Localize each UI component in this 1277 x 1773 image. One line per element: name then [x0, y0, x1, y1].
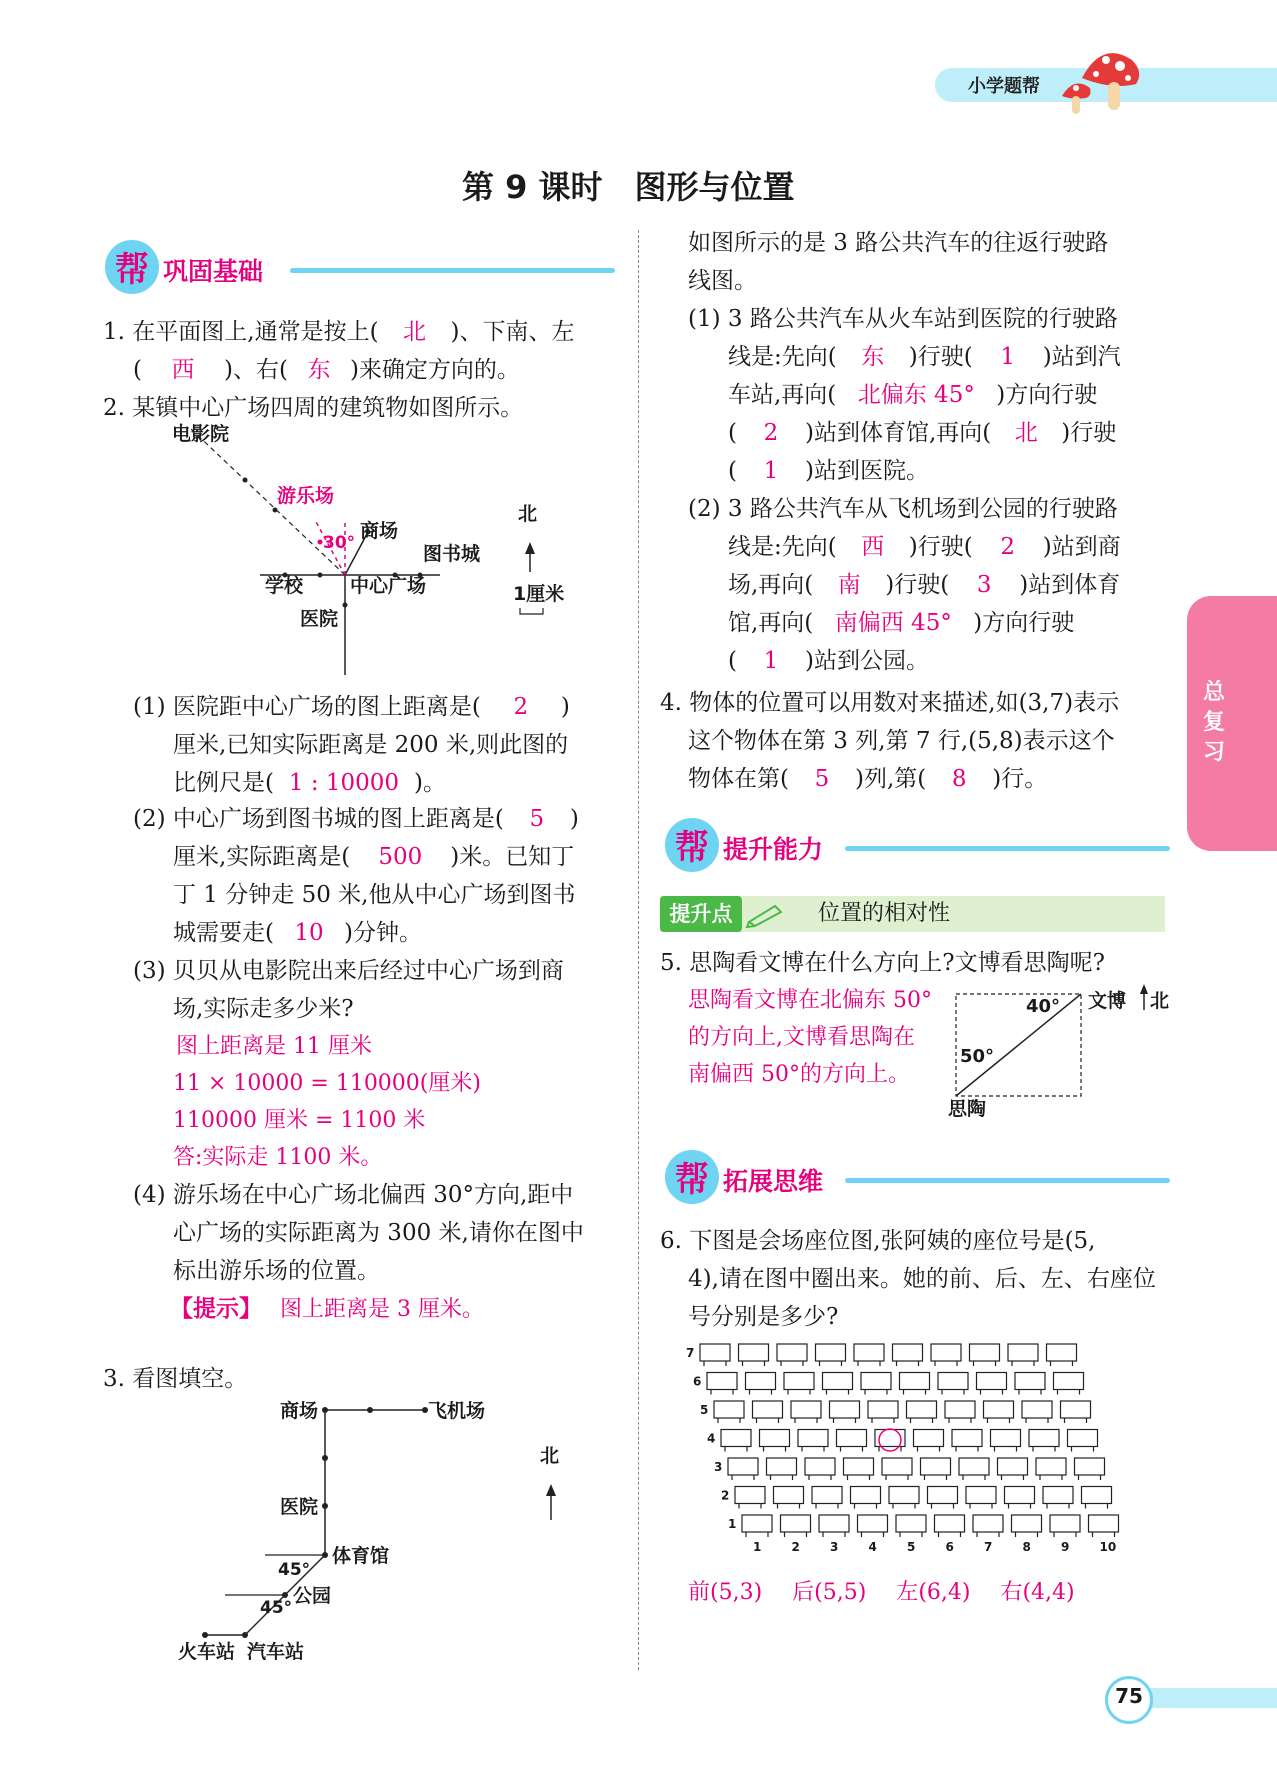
seat[interactable]: [753, 1401, 783, 1418]
seat-leg: [732, 1475, 754, 1480]
q3-intro-l2: 线图。: [688, 268, 757, 294]
column-label: 3: [830, 1540, 839, 1554]
q2-p1-l1: (1) 医院距中心广场的图上距离是( 2 ): [133, 694, 570, 720]
q6-l2: 4),请在图中圈出来。她的前、后、左、右座位: [688, 1266, 1156, 1292]
seat[interactable]: [977, 1373, 1007, 1390]
q3-label-gym: 体育馆: [332, 1545, 390, 1567]
section-expand: 帮 拓展思维: [665, 1150, 1170, 1200]
q2-p4-l3: 标出游乐场的位置。: [173, 1258, 380, 1284]
seat-leg: [977, 1532, 999, 1537]
row-label: 4: [707, 1431, 716, 1446]
seat-leg: [942, 1390, 964, 1395]
q3-label-mall: 商场: [280, 1400, 319, 1422]
q2-p3-work4: 答:实际走 1100 米。: [173, 1145, 383, 1170]
column-label: 1: [753, 1540, 762, 1554]
page-number: 75: [1115, 1684, 1143, 1708]
seat-leg: [1019, 1390, 1041, 1395]
north-arrow-icon: [525, 542, 535, 554]
seat[interactable]: [851, 1487, 881, 1504]
q3-north: 北: [540, 1445, 560, 1467]
q3-map: [170, 1390, 610, 1660]
map-label-center: 中心广场: [350, 575, 427, 597]
map-label-park: 游乐场: [277, 485, 335, 507]
map-label-cinema: 电影院: [172, 423, 230, 445]
map-north: 北: [518, 503, 538, 525]
seat[interactable]: [700, 1344, 730, 1361]
q5-diagram: [948, 982, 1173, 1117]
seat-leg: [1040, 1475, 1062, 1480]
seat-leg: [893, 1504, 915, 1509]
map-label-books: 图书城: [423, 543, 481, 565]
pencil-icon: [745, 900, 787, 928]
q5-angle-2: 50°: [960, 1046, 995, 1067]
q2-p2-l2: 厘米,实际距离是( 500 )米。已知丁: [173, 844, 575, 870]
page-title: 第 9 课时 图形与位置: [462, 168, 795, 206]
seat-leg: [848, 1475, 870, 1480]
seat-leg: [1002, 1475, 1024, 1480]
seat-leg: [911, 1418, 933, 1423]
q5-work1: 思陶看文博在北偏东 50°: [688, 988, 932, 1013]
seat-leg: [816, 1504, 838, 1509]
seat-leg: [1054, 1532, 1076, 1537]
seat-leg: [963, 1475, 985, 1480]
seat[interactable]: [959, 1458, 989, 1475]
seat-leg: [841, 1447, 863, 1452]
seat[interactable]: [1043, 1487, 1073, 1504]
seat-leg: [802, 1447, 824, 1452]
seat-leg: [788, 1390, 810, 1395]
seat[interactable]: [868, 1401, 898, 1418]
column-label: 8: [1022, 1540, 1031, 1554]
scale-bar: [520, 608, 543, 614]
q2-p1-l2: 厘米,已知实际距离是 200 米,则此图的: [173, 732, 569, 758]
seat-leg: [739, 1504, 761, 1509]
seat[interactable]: [1036, 1458, 1066, 1475]
seat[interactable]: [1068, 1430, 1098, 1447]
map-angle: 30°: [323, 533, 356, 553]
seat-leg: [995, 1447, 1017, 1452]
map-label-hospital: 医院: [300, 608, 339, 630]
seat[interactable]: [805, 1458, 835, 1475]
seat[interactable]: [991, 1430, 1021, 1447]
seat[interactable]: [945, 1401, 975, 1418]
seat-leg: [704, 1361, 726, 1366]
seat[interactable]: [777, 1344, 807, 1361]
map-label-mall: 商场: [360, 520, 399, 542]
q3-p1-l5: ( 1 )站到医院。: [728, 458, 929, 484]
seat[interactable]: [1050, 1515, 1080, 1532]
column-label: 10: [1099, 1540, 1117, 1554]
seat[interactable]: [812, 1487, 842, 1504]
row-label: 7: [686, 1346, 695, 1360]
seat[interactable]: [914, 1430, 944, 1447]
q3-p1-l3: 车站,再向( 北偏东 45° )方向行驶: [728, 382, 1098, 408]
q3-p1-l4: ( 2 )站到体育馆,再向( 北 )行驶: [728, 420, 1117, 446]
seat[interactable]: [1015, 1373, 1045, 1390]
seat-leg: [974, 1361, 996, 1366]
seat[interactable]: [721, 1430, 751, 1447]
seat-leg: [1009, 1504, 1031, 1509]
seat[interactable]: [739, 1344, 769, 1361]
seat[interactable]: [798, 1430, 828, 1447]
seat[interactable]: [774, 1487, 804, 1504]
q5-work2: 的方向上,文博看思陶在: [688, 1025, 915, 1050]
seat-leg: [725, 1447, 747, 1452]
seat-leg: [820, 1361, 842, 1366]
q3-p2-l4: 馆,再向( 南偏西 45° )方向行驶: [728, 610, 1075, 636]
seat-leg: [1016, 1532, 1038, 1537]
seat-leg: [781, 1361, 803, 1366]
seat-leg: [925, 1475, 947, 1480]
seat[interactable]: [767, 1458, 797, 1475]
footer-band: [1140, 1688, 1277, 1708]
seat[interactable]: [973, 1515, 1003, 1532]
seat[interactable]: [1061, 1401, 1091, 1418]
seat-leg: [935, 1361, 957, 1366]
seat[interactable]: [1012, 1515, 1042, 1532]
side-tab: [1187, 596, 1277, 851]
answer-left: 左(6,4): [896, 1580, 971, 1605]
seat[interactable]: [760, 1430, 790, 1447]
seat[interactable]: [861, 1373, 891, 1390]
q3-north-arrow-icon: [546, 1484, 556, 1496]
seat[interactable]: [1054, 1373, 1084, 1390]
seat-leg: [795, 1418, 817, 1423]
q3-p1-l2: 线是:先向( 东 )行驶( 1 )站到汽: [728, 344, 1121, 370]
seat-leg: [778, 1504, 800, 1509]
seat-leg: [827, 1390, 849, 1395]
seat[interactable]: [707, 1373, 737, 1390]
seat[interactable]: [935, 1515, 965, 1532]
map-label-school: 学校: [265, 575, 304, 597]
seat-leg: [970, 1504, 992, 1509]
q2-p4-l1: (4) 游乐场在中心广场北偏西 30°方向,距中: [133, 1182, 574, 1208]
seat[interactable]: [1047, 1344, 1077, 1361]
q3-label-airport: 飞机场: [428, 1400, 486, 1422]
seat[interactable]: [984, 1401, 1014, 1418]
seat[interactable]: [970, 1344, 1000, 1361]
seat[interactable]: [837, 1430, 867, 1447]
seat[interactable]: [998, 1458, 1028, 1475]
q3-stem: 3. 看图填空。: [103, 1366, 248, 1392]
seat[interactable]: [938, 1373, 968, 1390]
q2-p3-work3: 110000 厘米 = 1100 米: [173, 1108, 426, 1133]
seat[interactable]: [882, 1458, 912, 1475]
seat-leg: [1079, 1475, 1101, 1480]
seat[interactable]: [889, 1487, 919, 1504]
seat-leg: [918, 1447, 940, 1452]
seat-leg: [988, 1418, 1010, 1423]
q6-l3: 号分别是多少?: [688, 1304, 839, 1330]
seat[interactable]: [907, 1401, 937, 1418]
seat-leg: [949, 1418, 971, 1423]
seat-leg: [886, 1475, 908, 1480]
q1-line1: 1. 在平面图上,通常是按上( 北 )、下南、左: [103, 319, 575, 345]
seat-leg: [1072, 1447, 1094, 1452]
q4-l2: 这个物体在第 3 列,第 7 行,(5,8)表示这个: [688, 728, 1115, 754]
q3-label-train: 火车站: [178, 1641, 236, 1660]
tisheng-tag: 提升点: [660, 896, 742, 932]
seat[interactable]: [931, 1344, 961, 1361]
seat[interactable]: [1008, 1344, 1038, 1361]
q3-angle-2: 45°: [260, 1598, 293, 1618]
seat[interactable]: [742, 1515, 772, 1532]
brand-label: 小学题帮: [968, 76, 1040, 97]
seat-leg: [809, 1475, 831, 1480]
seat-leg: [711, 1390, 733, 1395]
row-label: 3: [714, 1460, 723, 1474]
seat-leg: [956, 1447, 978, 1452]
answer-right: 右(4,4): [1000, 1580, 1075, 1605]
column-label: 7: [984, 1540, 993, 1554]
seat[interactable]: [928, 1487, 958, 1504]
seat[interactable]: [1075, 1458, 1105, 1475]
seat-leg: [865, 1390, 887, 1395]
seat-leg: [1093, 1532, 1115, 1537]
column-label: 6: [945, 1540, 954, 1554]
seat-leg: [718, 1418, 740, 1423]
seat-chart: [680, 1338, 1160, 1570]
q5-angle-1: 40°: [1026, 996, 1061, 1017]
seat[interactable]: [1029, 1430, 1059, 1447]
seat-leg: [855, 1504, 877, 1509]
row-label: 5: [700, 1403, 709, 1417]
seat-leg: [771, 1475, 793, 1480]
seat[interactable]: [1005, 1487, 1035, 1504]
seat[interactable]: [854, 1344, 884, 1361]
seat-leg: [904, 1390, 926, 1395]
q2-p4-hint: 【提示】 图上距离是 3 厘米。: [170, 1296, 484, 1322]
seat-leg: [981, 1390, 1003, 1395]
seat-leg: [743, 1361, 765, 1366]
q1-line2: ( 西 )、右( 东 )来确定方向的。: [133, 357, 520, 383]
seat[interactable]: [921, 1458, 951, 1475]
q5-north: 北: [1150, 990, 1170, 1012]
q3-p2-l3: 场,再向( 南 )行驶( 3 )站到体育: [728, 572, 1121, 598]
q2-p3-work2: 11 × 10000 = 110000(厘米): [173, 1071, 481, 1096]
seat-leg: [1012, 1361, 1034, 1366]
q2-p1-l3: 比例尺是( 1 : 10000 )。: [173, 770, 446, 796]
q5-stem: 5. 思陶看文博在什么方向上?文博看思陶呢?: [660, 950, 1105, 976]
seat-leg: [746, 1532, 768, 1537]
seat[interactable]: [791, 1401, 821, 1418]
side-tab-label: 总复习: [1203, 680, 1226, 765]
seat-leg: [1065, 1418, 1087, 1423]
seat-leg: [1058, 1390, 1080, 1395]
q3-intro-l1: 如图所示的是 3 路公共汽车的往返行驶路: [688, 230, 1109, 256]
seat[interactable]: [819, 1515, 849, 1532]
q3-label-hospital: 医院: [280, 1496, 319, 1518]
seat-leg: [862, 1532, 884, 1537]
q3-p2-l5: ( 1 )站到公园。: [728, 648, 929, 674]
q3-angle-1: 45°: [278, 1560, 311, 1580]
seat[interactable]: [900, 1373, 930, 1390]
answer-front: 前(5,3): [688, 1580, 763, 1605]
q5-sitao: 思陶: [948, 1098, 987, 1117]
seat-leg: [1047, 1504, 1069, 1509]
column-divider: [638, 230, 639, 1670]
q3-label-bus: 汽车站: [247, 1641, 305, 1660]
seat-leg: [750, 1390, 772, 1395]
seat-leg: [897, 1361, 919, 1366]
q3-label-park: 公园: [293, 1585, 332, 1607]
row-label: 6: [693, 1374, 702, 1389]
q2-map: [160, 420, 600, 680]
map-scale: 1厘米: [513, 583, 565, 605]
q2-p4-l2: 心广场的实际距离为 300 米,请你在图中: [173, 1220, 584, 1246]
q6-l1: 6. 下图是会场座位图,张阿姨的座位号是(5,: [660, 1228, 1096, 1254]
seat[interactable]: [784, 1373, 814, 1390]
q5-work3: 南偏西 50°的方向上。: [688, 1062, 910, 1087]
q2-p2-l4: 城需要走( 10 )分钟。: [173, 920, 422, 946]
row-label: 1: [728, 1517, 737, 1531]
q5-wenbo: 文博: [1088, 990, 1127, 1012]
seat[interactable]: [966, 1487, 996, 1504]
q6-answers: [688, 1574, 1075, 1612]
seat[interactable]: [714, 1401, 744, 1418]
column-label: 2: [791, 1540, 800, 1554]
mushroom-icon: [1062, 40, 1142, 116]
section-advance: 帮 提升能力: [665, 818, 1170, 868]
seat-leg: [764, 1447, 786, 1452]
row-label: 2: [721, 1488, 730, 1503]
seat-leg: [823, 1532, 845, 1537]
seat[interactable]: [781, 1515, 811, 1532]
seat[interactable]: [844, 1458, 874, 1475]
q2-stem: 2. 某镇中心广场四周的建筑物如图所示。: [103, 395, 524, 421]
seat[interactable]: [823, 1373, 853, 1390]
seat[interactable]: [893, 1344, 923, 1361]
column-label: 4: [868, 1540, 877, 1554]
column-label: 9: [1061, 1540, 1070, 1554]
seat[interactable]: [816, 1344, 846, 1361]
seat[interactable]: [735, 1487, 765, 1504]
q2-p2-l1: (2) 中心广场到图书城的图上距离是( 5 ): [133, 806, 579, 832]
seat-leg: [785, 1532, 807, 1537]
seat[interactable]: [830, 1401, 860, 1418]
q4-l3: 物体在第( 5 )列,第( 8 )行。: [688, 766, 1048, 792]
seat-leg: [872, 1418, 894, 1423]
q3-p2-l1: (2) 3 路公共汽车从飞机场到公园的行驶路: [688, 496, 1118, 522]
q2-p3-l1: (3) 贝贝从电影院出来后经过中心广场到商: [133, 958, 564, 984]
section-basic: 帮 巩固基础: [105, 240, 615, 290]
seat[interactable]: [1082, 1487, 1112, 1504]
seat-leg: [939, 1532, 961, 1537]
seat[interactable]: [1022, 1401, 1052, 1418]
q4-l1: 4. 物体的位置可以用数对来描述,如(3,7)表示: [660, 690, 1120, 716]
answer-back: 后(5,5): [792, 1580, 867, 1605]
seat[interactable]: [858, 1515, 888, 1532]
seat-leg: [1026, 1418, 1048, 1423]
column-label: 5: [907, 1540, 916, 1554]
seat-leg: [1086, 1504, 1108, 1509]
q2-p3-l2: 场,实际走多少米?: [173, 996, 354, 1022]
seat-leg: [1033, 1447, 1055, 1452]
q3-p1-l1: (1) 3 路公共汽车从火车站到医院的行驶路: [688, 306, 1118, 332]
seat[interactable]: [728, 1458, 758, 1475]
tisheng-text: 位置的相对性: [818, 901, 951, 926]
seat-leg: [834, 1418, 856, 1423]
seat-leg: [900, 1532, 922, 1537]
seat-leg: [932, 1504, 954, 1509]
seat-leg: [757, 1418, 779, 1423]
q2-p2-l3: 丁 1 分钟走 50 米,他从中心广场到图书: [173, 882, 576, 908]
seat[interactable]: [896, 1515, 926, 1532]
seat[interactable]: [952, 1430, 982, 1447]
seat[interactable]: [746, 1373, 776, 1390]
q3-p2-l2: 线是:先向( 西 )行驶( 2 )站到商: [728, 534, 1121, 560]
q2-p3-work1: 图上距离是 11 厘米: [176, 1034, 372, 1059]
seat[interactable]: [1089, 1515, 1119, 1532]
q5-north-arrow-icon: [1140, 984, 1148, 994]
seat-leg: [858, 1361, 880, 1366]
seat-leg: [1051, 1361, 1073, 1366]
